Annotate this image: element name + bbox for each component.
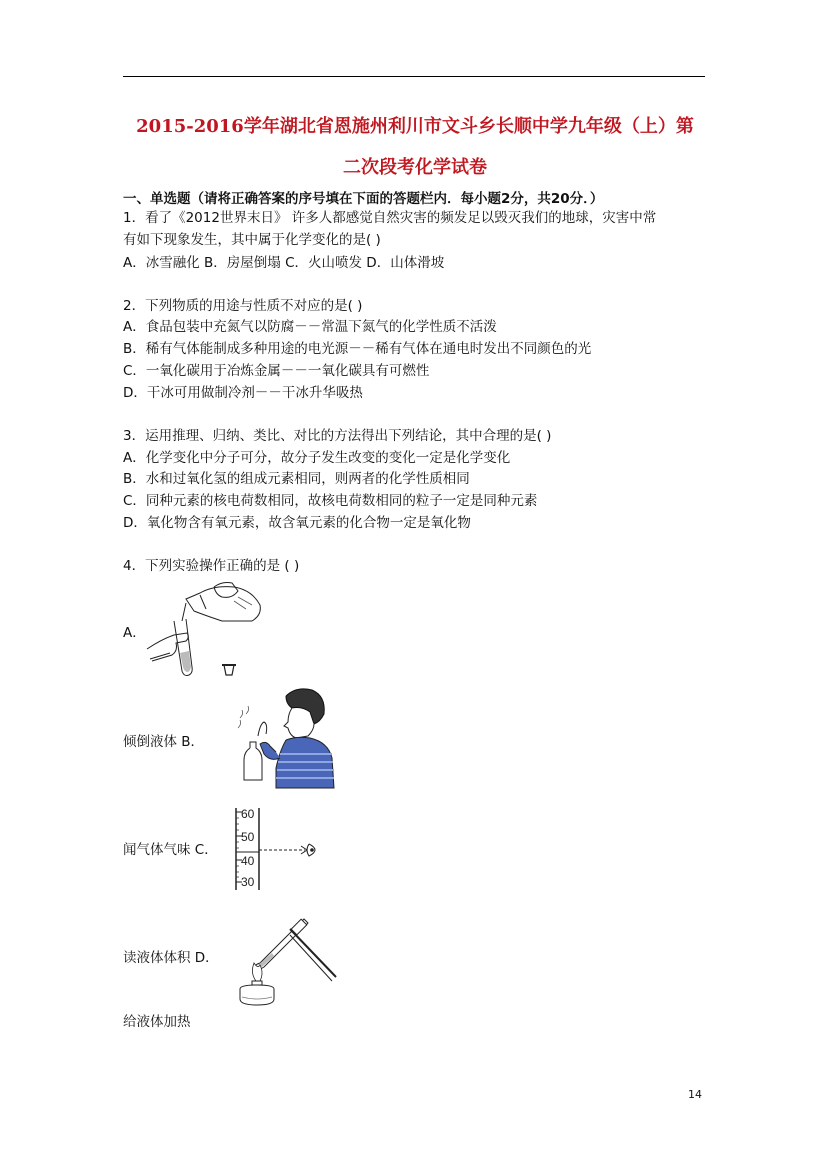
exam-title-line1: 2015-2016学年湖北省恩施州利川市文斗乡长顺中学九年级（上）第 bbox=[136, 116, 694, 137]
header-rule bbox=[123, 76, 705, 77]
q2-option-c: C．一氧化碳用于冶炼金属－－一氧化碳具有可燃性 bbox=[123, 363, 430, 379]
q3-stem: 3．运用推理、归纳、类比、对比的方法得出下列结论，其中合理的是( ) bbox=[123, 428, 552, 444]
q4-caption-b-label-c: 闻气体气味 C． bbox=[123, 842, 218, 858]
cylinder-tick-label: 40 bbox=[241, 854, 255, 868]
q4-caption-c-label-d: 读液体体积 D． bbox=[123, 950, 219, 966]
q3-option-d: D．氧化物含有氧元素，故含氧元素的化合物一定是氧化物 bbox=[123, 515, 471, 531]
q2-option-d: D．干冰可用做制冷剂－－干冰升华吸热 bbox=[123, 385, 363, 401]
exam-title-line2: 二次段考化学试卷 bbox=[343, 157, 487, 178]
q4-stem: 4．下列实验操作正确的是 ( ) bbox=[123, 558, 300, 574]
q2-stem: 2．下列物质的用途与性质不对应的是( ) bbox=[123, 298, 363, 314]
q4-label-a: A． bbox=[123, 625, 146, 641]
pouring-liquid-figure bbox=[142, 581, 268, 681]
page-number: 14 bbox=[688, 1088, 702, 1101]
cylinder-tick-label: 50 bbox=[241, 830, 255, 844]
q1-options: A．冰雪融化 B．房屋倒塌 C．火山喷发 D．山体滑坡 bbox=[123, 255, 445, 271]
smelling-gas-figure bbox=[236, 684, 338, 792]
q2-option-b: B．稀有气体能制成多种用途的电光源－－稀有气体在通电时发出不同颜色的光 bbox=[123, 341, 592, 357]
q2-option-a: A．食品包装中充氮气以防腐－－常温下氮气的化学性质不活泼 bbox=[123, 319, 497, 335]
q4-caption-d: 给液体加热 bbox=[123, 1014, 191, 1030]
q4-caption-a-label-b: 倾倒液体 B． bbox=[123, 734, 205, 750]
q3-option-b: B．水和过氧化氢的组成元素相同，则两者的化学性质相同 bbox=[123, 471, 470, 487]
q1-stem-line2: 有如下现象发生，其中属于化学变化的是( ) bbox=[123, 232, 381, 248]
graduated-cylinder-figure bbox=[231, 804, 323, 892]
cylinder-tick-label: 30 bbox=[241, 875, 255, 889]
heating-liquid-figure bbox=[232, 909, 340, 1007]
q1-stem-line1: 1．看了《2012世界末日》 许多人都感觉自然灾害的频发足以毁灭我们的地球，灾害中常 bbox=[123, 210, 657, 226]
section-heading: 一、单选题（请将正确答案的序号填在下面的答题栏内．每小题2分，共20分．） bbox=[123, 191, 604, 207]
q3-option-a: A．化学变化中分子可分，故分子发生改变的变化一定是化学变化 bbox=[123, 450, 511, 466]
cylinder-tick-label: 60 bbox=[241, 807, 255, 821]
q3-option-c: C．同种元素的核电荷数相同，故核电荷数相同的粒子一定是同种元素 bbox=[123, 493, 538, 509]
